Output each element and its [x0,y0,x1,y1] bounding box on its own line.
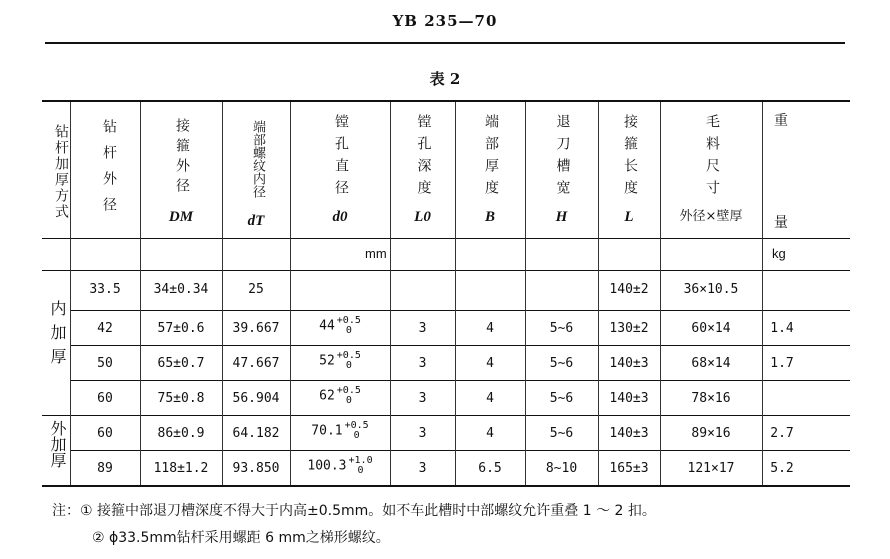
table-bottom-rule [42,485,850,487]
col-header [290,108,390,226]
table-top-rule [42,100,850,102]
table-cell: 89 [97,461,113,476]
bore-diameter-value: 100.3 [307,458,347,474]
table-cell: 60 [97,426,113,441]
table-cell: 47.667 [232,356,280,371]
table-cell [290,386,390,406]
table-cell: 165±3 [609,461,649,476]
table-cell: 39.667 [232,321,280,336]
col-header-weight-top: 重 [774,113,788,129]
tolerance-upper: +0.5 [336,315,361,326]
col-header-label: 毛料尺寸 [704,114,720,202]
table-cell: 8~10 [545,461,578,476]
tolerance-lower: 0 [357,465,364,476]
note-2: ② ϕ33.5mm钻杆采用螺距 6 mm之梯形螺纹。 [92,530,390,546]
col-header [660,108,762,226]
unit-mm: mm [365,246,387,261]
tolerance-upper: +0.5 [344,420,369,431]
table-cell: 50 [97,356,113,371]
tolerance-upper: +0.5 [336,385,361,396]
table-cell: 130±2 [609,321,649,336]
table-cell: 5~6 [549,426,574,441]
col-header [455,108,525,226]
col-header-label: 退刀槽宽 [554,114,571,202]
table-cell: 140±3 [609,391,649,406]
table-cell: 140±3 [609,426,649,441]
table-cell: 3 [418,461,427,476]
note-1: 注：① 接箍中部退刀槽深度不得大于内高±0.5mm。如不车此槽时中部螺纹允许重叠 1 ～ 2 扣。 [52,503,656,519]
col-header-symbol: B [484,209,495,225]
table-cell: 93.850 [232,461,280,476]
table-cell: 25 [248,282,264,297]
table-cell: 118±1.2 [153,461,209,476]
tolerance [337,386,361,406]
col-header-label: 镗孔深度 [415,114,432,202]
table-cell: 3 [418,391,427,406]
table-cell: 2.7 [770,426,794,441]
table-cell: 78×16 [691,391,731,406]
col-header [222,106,290,230]
table-cell: 3 [418,356,427,371]
table-cell: 4 [486,321,494,336]
table-cell: 121×17 [687,461,735,476]
group-label-outer: 外加厚 [48,420,67,468]
standard-number: YB 235—70 [392,12,498,30]
table-cell: 5~6 [549,356,574,371]
table-cell: 140±2 [609,282,649,297]
table-cell: 60×14 [691,321,731,336]
col-header-label: 接箍外径 [174,118,190,198]
bore-diameter-value: 52 [319,353,335,369]
table-cell: 4 [486,391,494,406]
table-cell: 86±0.9 [157,426,205,441]
col-header-symbol: DM [168,209,194,225]
table-cell: 3 [418,321,427,336]
table-cell [290,351,390,371]
col-header-symbol: L0 [414,209,431,225]
col-header [140,108,222,226]
table-cell: 65±0.7 [157,356,205,371]
table-cell: 60 [97,391,113,406]
col-header-weight-bottom: 量 [774,215,788,231]
table-cell: 33.5 [89,282,121,297]
table-cell: 68×14 [691,356,731,371]
row-rule [70,450,850,451]
table-cell: 4 [486,356,494,371]
col-header-symbol: d0 [332,209,348,225]
col-header-symbol: dT [247,213,265,229]
table-cell: 5.2 [770,461,794,476]
col-header [390,108,455,226]
table-cell: 56.904 [232,391,280,406]
col-header-symbol: L [624,209,634,225]
table-cell: 36×10.5 [683,282,739,297]
bore-diameter-value: 62 [319,388,335,404]
row-rule [70,345,850,346]
table-cell: 89×16 [691,426,731,441]
table-cell: 42 [97,321,113,336]
tolerance [345,421,369,441]
col-header [598,108,660,226]
tolerance-upper: +0.5 [336,350,361,361]
table-cell: 1.4 [770,321,794,336]
group-rule [42,415,850,416]
col-header-symbol: H [555,209,568,225]
table-cell: 64.182 [232,426,280,441]
group-label-inner: 内加厚 [48,300,67,372]
tolerance [337,316,361,336]
table-cell: 5~6 [549,321,574,336]
row-rule [70,310,850,311]
bore-diameter-value: 70.1 [311,423,343,439]
tolerance-lower: 0 [345,325,352,336]
row-rule [70,380,850,381]
col-header-label: 钻杆外径 [101,119,117,223]
tolerance [337,351,361,371]
col-header-label: 端部螺纹内径 [250,120,265,198]
table-cell [290,316,390,336]
table-cell [290,421,390,441]
col-header-label: 端部厚度 [483,114,499,202]
header-bottom-rule [42,238,850,239]
tolerance-lower: 0 [345,395,352,406]
header-rule [45,42,845,44]
table-cell: 57±0.6 [157,321,205,336]
unit-row-rule [42,270,850,271]
unit-kg: kg [772,246,786,261]
table-cell: 3 [418,426,427,441]
col-header-method: 钻杆加厚方式 [53,124,69,220]
table-cell: 75±0.8 [157,391,205,406]
table-cell: 34±0.34 [153,282,209,297]
table-cell: 4 [486,426,494,441]
table-title: 表 2 [429,70,461,88]
col-header-label: 镗孔直径 [333,114,349,202]
tolerance-lower: 0 [345,360,352,371]
table-cell: 6.5 [478,461,502,476]
col-header-symbol: 外径×壁厚 [679,209,743,224]
col-header [525,108,598,226]
table-cell: 1.7 [770,356,794,371]
col-header-label: 接箍长度 [622,114,638,202]
table-cell: 5~6 [549,391,574,406]
tolerance [349,456,373,476]
bore-diameter-value: 44 [319,318,335,334]
tolerance-lower: 0 [353,430,360,441]
table-cell [290,456,390,476]
tolerance-upper: +1.0 [348,455,373,466]
table-cell: 140±3 [609,356,649,371]
